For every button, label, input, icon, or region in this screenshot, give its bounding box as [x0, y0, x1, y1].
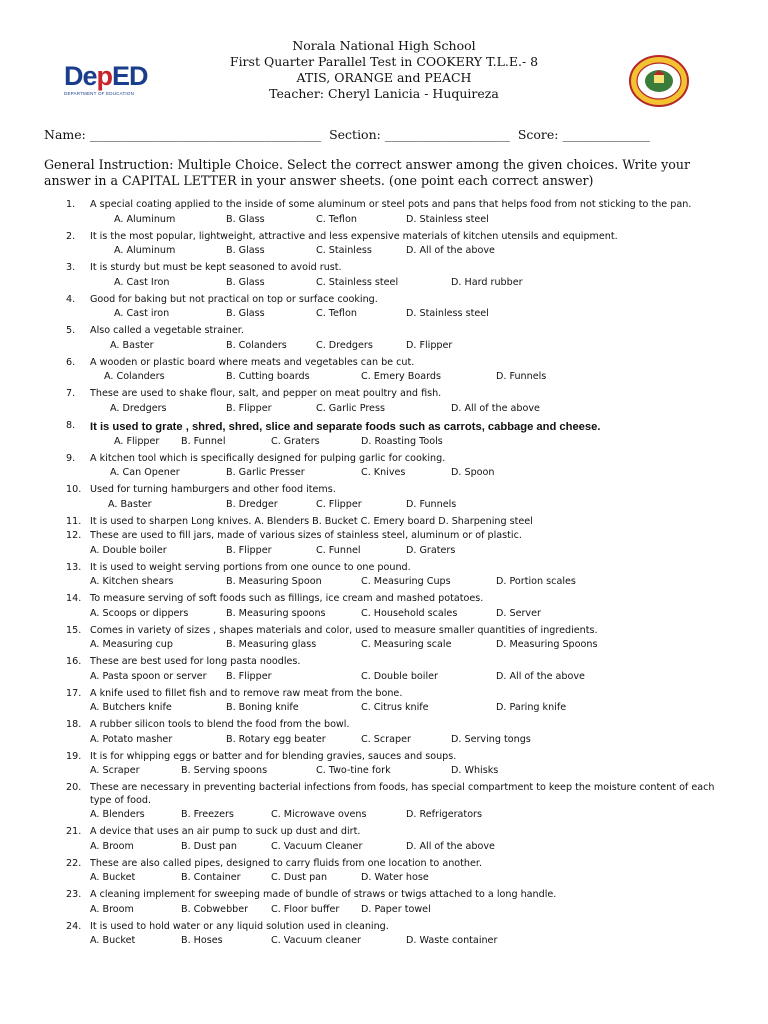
answer-choices — [90, 245, 736, 260]
answer-choices — [90, 608, 736, 623]
answer-choice: C. Double boiler — [361, 670, 438, 682]
answer-choices — [90, 935, 736, 950]
name-field[interactable]: Name: _____________________________________ — [44, 127, 322, 142]
question-text: These are used to shake flour, salt, and pepper on meat poultry and fish. — [90, 388, 442, 399]
answer-choice: C. Dredgers — [316, 339, 373, 351]
answer-choice: C. Emery Boards — [361, 371, 441, 382]
question-number: 8. — [66, 419, 76, 431]
answer-choice: A. Bucket — [90, 872, 136, 883]
answer-choice: B. Rotary egg beater — [226, 733, 326, 745]
question-item — [66, 262, 736, 292]
answer-choice: A. Broom — [90, 903, 134, 915]
answer-choices — [90, 765, 736, 780]
question-number: 22. — [66, 857, 82, 869]
question-text: A knife used to fillet fish and to remove raw meat from the bone. — [90, 687, 403, 699]
answer-choice: D. Whisks — [451, 765, 499, 776]
general-instruction: General Instruction: Multiple Choice. Select the correct answer among the given choices. Write your answer in a CAPITAL LETTER in your answer sheets. (one point each correct answer) — [44, 157, 691, 188]
question-item — [66, 889, 736, 919]
question-number: 3. — [66, 262, 76, 273]
test-title: First Quarter Parallel Test in COOKERY T.L.E.- 8 — [229, 54, 539, 69]
answer-choice: C. Household scales — [361, 607, 458, 619]
answer-choices — [90, 904, 736, 919]
question-item — [66, 294, 736, 324]
answer-choice: D. Paring knife — [496, 702, 567, 713]
question-text: A wooden or plastic board where meats and vegetables can be cut. — [90, 356, 415, 368]
question-item — [66, 530, 736, 560]
answer-choice: B. Flipper — [226, 544, 272, 556]
question-text: Used for turning hamburgers and other food items. — [90, 484, 336, 495]
answer-choice: A. Flipper — [114, 435, 160, 447]
question-number: 14. — [66, 593, 82, 604]
answer-choice: D. Serving tongs — [451, 733, 531, 745]
student-info-line — [44, 127, 734, 142]
answer-choice: A. Measuring cup — [90, 639, 173, 650]
answer-choices — [90, 499, 736, 514]
answer-choice: D. Waste container — [406, 935, 498, 946]
answer-choices — [90, 436, 736, 451]
answer-choice: A. Cast iron — [114, 308, 170, 319]
question-number: 24. — [66, 920, 82, 932]
deped-logo: DepED DEPARTMENT OF EDUCATION — [64, 61, 148, 96]
section-names: ATIS, ORANGE and PEACH — [296, 70, 472, 85]
answer-choices — [90, 467, 736, 482]
answer-choice: A. Cast Iron — [114, 276, 170, 288]
answer-choice: C. Stainless steel — [316, 276, 399, 288]
answer-choice: A. Broom — [90, 840, 134, 852]
answer-choice: B. Dust pan — [181, 840, 238, 852]
answer-choice: B. Measuring spoons — [226, 607, 326, 619]
answer-choice: B. Glass — [226, 213, 265, 225]
answer-choice: A. Potato masher — [90, 733, 173, 745]
question-item — [66, 858, 736, 888]
question-text: A device that uses an air pump to suck up dust and dirt. — [90, 826, 361, 837]
answer-choice: B. Cutting boards — [226, 371, 310, 382]
question-number: 4. — [66, 293, 76, 305]
answer-choice: A. Baster — [110, 339, 154, 351]
question-number: 17. — [66, 687, 82, 699]
question-item — [66, 562, 736, 592]
answer-choice: A. Scraper — [90, 765, 140, 776]
answer-choice: D. All of the above — [451, 402, 540, 414]
answer-choice: B. Measuring glass — [226, 639, 317, 650]
answer-choices — [90, 734, 736, 749]
question-number: 20. — [66, 782, 82, 793]
answer-choice: B. Funnel — [181, 435, 226, 447]
answer-choices — [90, 371, 736, 386]
question-text: It is the most popular, lightweight, attractive and less expensive materials of kitchen utensils and equipment. — [90, 230, 618, 242]
answer-choice: D. All of the above — [406, 245, 495, 256]
question-text: These are best used for long pasta noodles. — [90, 656, 301, 667]
question-number: 11. — [66, 515, 82, 527]
answer-choice: B. Dredger — [226, 498, 278, 510]
answer-choices — [90, 340, 736, 355]
answer-choice: B. Garlic Presser — [226, 467, 305, 478]
question-text: Good for baking but not practical on top or surface cooking. — [90, 293, 378, 305]
answer-choice: C. Teflon — [316, 308, 357, 319]
answer-choice: D. Hard rubber — [451, 276, 523, 288]
answer-choice: B. Measuring Spoon — [226, 576, 322, 587]
question-text: It is used to weight serving portions from one ounce to one pound. — [90, 561, 411, 573]
answer-choices — [90, 639, 736, 654]
question-item — [66, 420, 736, 451]
question-text: Comes in variety of sizes , shapes materials and color, used to measure smaller quantities of ingredients. — [90, 624, 598, 636]
question-item — [66, 625, 736, 655]
question-number: 13. — [66, 561, 82, 573]
answer-choices — [90, 671, 736, 686]
answer-choice: D. Funnels — [496, 371, 547, 382]
answer-choice: A. Aluminum — [114, 213, 176, 225]
answer-choice: C. Measuring Cups — [361, 576, 451, 587]
score-field[interactable]: Score: ______________ — [517, 127, 650, 142]
answer-choice: B. Container — [181, 872, 241, 883]
question-number: 10. — [66, 484, 82, 495]
question-item — [66, 921, 736, 951]
answer-choice: A. Pasta spoon or server — [90, 670, 207, 682]
answer-choice: B. Freezers — [181, 809, 234, 820]
answer-choice: B. Flipper — [226, 402, 272, 414]
answer-choice: C. Funnel — [316, 544, 361, 556]
answer-choice: B. Glass — [226, 245, 265, 256]
question-number: 23. — [66, 889, 82, 900]
school-seal-icon — [629, 55, 689, 107]
question-number: 15. — [66, 624, 82, 636]
answer-choice: C. Dust pan — [271, 872, 328, 883]
question-item — [66, 751, 736, 781]
answer-choices — [90, 214, 736, 229]
question-number: 5. — [66, 325, 76, 336]
question-number: 16. — [66, 656, 82, 667]
question-text: It is for whipping eggs or batter and for blending gravies, sauces and soups. — [90, 750, 457, 762]
question-text: These are used to fill jars, made of various sizes of stainless steel, aluminum or of plastic. — [90, 530, 522, 541]
question-text: A cleaning implement for sweeping made of bundle of straws or twigs attached to a long handle. — [90, 889, 557, 900]
answer-choice: C. Garlic Press — [316, 402, 385, 414]
question-number: 7. — [66, 388, 76, 399]
answer-choice: A. Aluminum — [114, 245, 176, 256]
answer-choices — [90, 702, 736, 717]
answer-choice: D. Roasting Tools — [361, 435, 443, 447]
question-item — [66, 593, 736, 623]
answer-choice: D. Paper towel — [361, 903, 431, 915]
answer-choice: D. Water hose — [361, 872, 429, 883]
answer-choice: C. Knives — [361, 467, 406, 478]
answer-choice: B. Glass — [226, 276, 265, 288]
question-item — [66, 826, 736, 856]
answer-choice: C. Flipper — [316, 498, 362, 510]
question-text: A kitchen tool which is specifically designed for pulping garlic for cooking. — [90, 452, 446, 464]
school-name: Norala National High School — [292, 38, 476, 53]
answer-choice: A. Double boiler — [90, 544, 167, 556]
question-item — [66, 325, 736, 355]
question-item — [66, 199, 736, 229]
answer-choice: C. Floor buffer — [271, 903, 340, 915]
question-item — [66, 656, 736, 686]
question-text: It is used to hold water or any liquid solution used in cleaning. — [90, 920, 389, 932]
answer-choices — [90, 277, 736, 292]
answer-choices — [90, 576, 736, 591]
answer-choice: C. Microwave ovens — [271, 809, 367, 820]
answer-choice: D. Refrigerators — [406, 809, 483, 820]
answer-choice: D. Graters — [406, 544, 456, 556]
answer-choice: C. Measuring scale — [361, 639, 452, 650]
question-item — [66, 782, 736, 824]
question-number: 12. — [66, 530, 82, 541]
question-list — [66, 199, 736, 952]
question-item — [66, 357, 736, 387]
answer-choice: B. Hoses — [181, 935, 223, 946]
answer-choice: D. Portion scales — [496, 576, 576, 587]
question-text: It is sturdy but must be kept seasoned to avoid rust. — [90, 262, 342, 273]
question-item — [66, 719, 736, 749]
answer-choices — [90, 403, 736, 418]
answer-choice: D. Stainless steel — [406, 213, 489, 225]
question-number: 18. — [66, 719, 82, 730]
answer-choice: A. Baster — [108, 498, 152, 510]
answer-choices — [90, 809, 736, 824]
answer-choice: D. Funnels — [406, 498, 457, 510]
answer-choice: A. Can Opener — [110, 467, 180, 478]
answer-choices — [90, 545, 736, 560]
answer-choice: A. Dredgers — [110, 402, 167, 414]
question-number: 1. — [66, 199, 76, 210]
answer-choice: D. Flipper — [406, 339, 453, 351]
question-item — [66, 516, 736, 529]
answer-choice: D. Measuring Spoons — [496, 639, 598, 650]
question-item — [66, 388, 736, 418]
answer-choice: C. Two-tine fork — [316, 765, 391, 776]
answer-choice: C. Teflon — [316, 213, 357, 225]
answer-choice: D. Stainless steel — [406, 308, 489, 319]
question-number: 2. — [66, 230, 76, 242]
answer-choice: A. Butchers knife — [90, 702, 172, 713]
answer-choice: B. Glass — [226, 308, 265, 319]
answer-choice: B. Boning knife — [226, 702, 299, 713]
answer-choice: C. Scraper — [361, 733, 411, 745]
answer-choices — [90, 841, 736, 856]
question-item — [66, 231, 736, 261]
question-item — [66, 688, 736, 718]
answer-choice: C. Graters — [271, 435, 320, 447]
answer-choice: D. All of the above — [496, 670, 585, 682]
question-text: Also called a vegetable strainer. — [90, 325, 244, 336]
answer-choices — [90, 872, 736, 887]
answer-choice: B. Colanders — [226, 339, 287, 351]
teacher-name: Teacher: Cheryl Lanicia - Huquireza — [269, 86, 499, 101]
question-number: 9. — [66, 452, 76, 464]
answer-choice: B. Cobwebber — [181, 903, 249, 915]
answer-choice: C. Citrus knife — [361, 702, 429, 713]
question-number: 6. — [66, 356, 76, 368]
answer-choice: A. Kitchen shears — [90, 576, 174, 587]
question-number: 19. — [66, 750, 82, 762]
answer-choice: B. Flipper — [226, 670, 272, 682]
answer-choices — [90, 308, 736, 323]
answer-choice: D. All of the above — [406, 840, 495, 852]
question-item — [66, 453, 736, 483]
answer-choice: C. Vacuum Cleaner — [271, 840, 363, 852]
question-number: 21. — [66, 826, 82, 837]
answer-choice: A. Colanders — [104, 371, 165, 382]
answer-choice: D. Spoon — [451, 467, 495, 478]
question-text: It is used to grate , shred, shred, slice and separate foods such as carrots, cabbage and cheese. — [90, 420, 601, 433]
answer-choice: C. Vacuum cleaner — [271, 935, 361, 946]
question-item — [66, 484, 736, 514]
question-text: To measure serving of soft foods such as fillings, ice cream and mashed potatoes. — [90, 593, 484, 604]
answer-choice: A. Blenders — [90, 809, 145, 820]
question-text: It is used to sharpen Long knives. A. Blenders B. Bucket C. Emery board D. Sharpening steel — [90, 515, 533, 527]
section-field[interactable]: Section: ____________________ — [329, 127, 510, 142]
question-text: These are also called pipes, designed to carry fluids from one location to another. — [90, 857, 483, 869]
answer-choice: D. Server — [496, 607, 541, 619]
answer-choice: C. Stainless — [316, 245, 372, 256]
question-text: A rubber silicon tools to blend the food from the bowl. — [90, 719, 350, 730]
answer-choice: A. Scoops or dippers — [90, 607, 189, 619]
question-text: These are necessary in preventing bacterial infections from foods, has special compartment to keep the moisture content of each type of food. — [90, 782, 715, 806]
answer-choice: B. Serving spoons — [181, 765, 268, 776]
question-text: A special coating applied to the inside of some aluminum or steel pots and pans that helps food from not sticking to the pan. — [90, 199, 692, 210]
answer-choice: A. Bucket — [90, 935, 136, 946]
